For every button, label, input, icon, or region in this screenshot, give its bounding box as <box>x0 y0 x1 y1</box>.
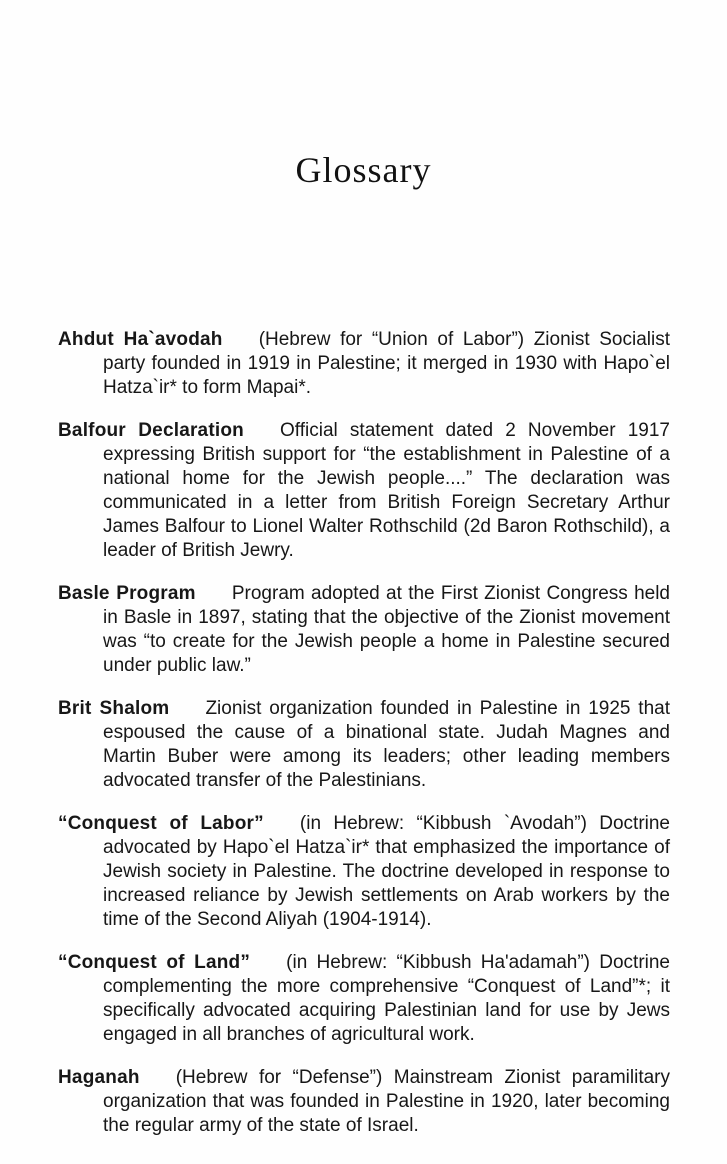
entry-definition: Official statement dated 2 November 1917 expressing British support for “the establishment in Palestine of a national home for the Jewish people....” The declaration was communicated in a letter from British Foreign Secretary Arthur James Balfour to Lionel Walter Rothschild (2d Baron Rothschild), a leader of British Jewry. <box>103 419 670 561</box>
glossary-entry <box>58 582 670 678</box>
entry-term: Brit Shalom <box>58 697 170 719</box>
entry-term: Balfour Declaration <box>58 419 244 441</box>
entry-term: “Conquest of Land” <box>58 951 251 973</box>
entry-term: Ahdut Ha`avodah <box>58 328 223 350</box>
entry-definition: (in Hebrew: “Kibbush `Avodah”) Doctrine advocated by Hapo`el Hatza`ir* that emphasized the importance of Jewish society in Palestine. The doctrine developed in response to increased reliance by Jewish settlements on Arab workers by the time of the Second Aliyah (1904-1914). <box>103 812 670 930</box>
page-title: Glossary <box>295 150 432 190</box>
glossary-entry <box>58 419 670 563</box>
glossary-entry <box>58 1066 670 1138</box>
entry-definition: Program adopted at the First Zionist Congress held in Basle in 1897, stating that the objective of the Zionist movement was “to create for the Jewish people a home in Palestine secured under public law.” <box>103 582 670 676</box>
entry-term: “Conquest of Labor” <box>58 812 264 834</box>
glossary-entry <box>58 951 670 1047</box>
glossary-entry-list <box>58 328 670 1138</box>
entry-term: Basle Program <box>58 582 196 604</box>
entry-definition: (Hebrew for “Defense”) Mainstream Zionist paramilitary organization that was founded in Palestine in 1920, later becoming the regular army of the state of Israel. <box>103 1066 670 1136</box>
glossary-entry <box>58 812 670 932</box>
entry-term: Haganah <box>58 1066 140 1088</box>
glossary-entry <box>58 697 670 793</box>
glossary-entry <box>58 328 670 400</box>
entry-definition: (in Hebrew: “Kibbush Ha'adamah”) Doctrine complementing the more comprehensive “Conquest of Land”*; it specifically advocated acquiring Palestinian land for use by Jews engaged in all branches of agricultural work. <box>103 951 670 1045</box>
entry-definition: Zionist organization founded in Palestine in 1925 that espoused the cause of a binational state. Judah Magnes and Martin Buber were among its leaders; other leading members advocated transfer of the Palestinians. <box>103 697 670 791</box>
entry-definition: (Hebrew for “Union of Labor”) Zionist Socialist party founded in 1919 in Palestine; it merged in 1930 with Hapo`el Hatza`ir* to form Mapai*. <box>103 328 670 398</box>
